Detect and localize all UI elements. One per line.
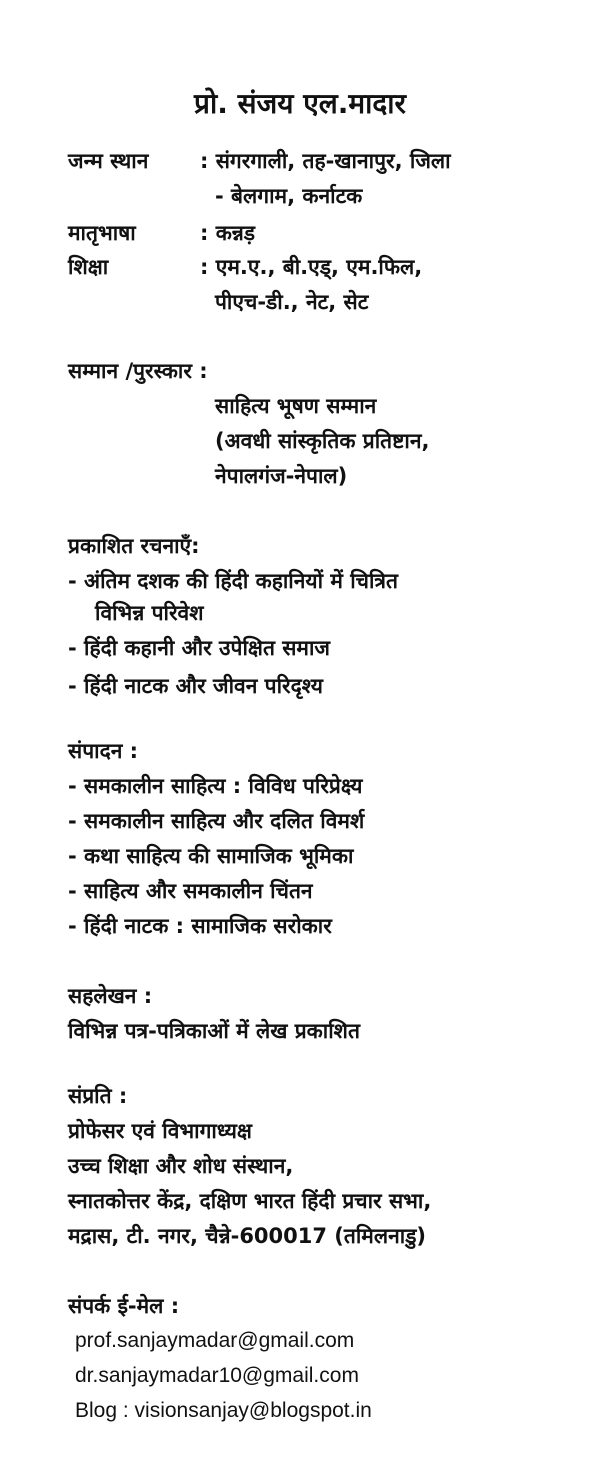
birthplace-value-cont: - बेलगाम, कर्नाटक: [215, 184, 363, 208]
mother-tongue-row: [68, 220, 255, 246]
coauthoring-heading: सहलेखन :: [68, 984, 153, 1008]
editing-item: - साहित्य और समकालीन चिंतन: [68, 879, 313, 903]
award-line: नेपालगंज-नेपाल): [215, 464, 348, 488]
blog-address: Blog : visionsanjay@blogspot.in: [75, 1399, 372, 1422]
publication-item: - अंतिम दशक की हिंदी कहानियों में चित्रित: [68, 569, 398, 593]
award-line: (अवधी सांस्कृतिक प्रतिष्टान,: [215, 429, 430, 453]
publication-item-cont: विभिन्न परिवेश: [95, 601, 204, 625]
editing-item: - समकालीन साहित्य और दलित विमर्श: [68, 809, 365, 833]
email-secondary: dr.sanjaymadar10@gmail.com: [75, 1364, 359, 1387]
mother-tongue-label: मातृभाषा: [68, 221, 136, 245]
education-label: शिक्षा: [68, 255, 109, 279]
education-value: : एम.ए., बी.एड्, एम.फिल,: [200, 255, 423, 279]
contact-heading: संपर्क ई-मेल :: [68, 1294, 180, 1318]
current-line: मद्रास, टी. नगर, चैन्ने-600017 (तमिलनाडु): [68, 1224, 427, 1248]
birthplace-row: [68, 148, 451, 174]
birthplace-label: जन्म स्थान: [68, 149, 149, 173]
current-heading: संप्रति :: [68, 1084, 128, 1108]
publication-item: - हिंदी कहानी और उपेक्षित समाज: [68, 636, 331, 660]
publication-item: - हिंदी नाटक और जीवन परिदृश्य: [68, 674, 323, 698]
current-line: स्नातकोत्तर केंद्र, दक्षिण भारत हिंदी प्रचार सभा,: [68, 1189, 432, 1213]
page-title: प्रो. संजय एल.मादार: [194, 87, 406, 120]
editing-item: - हिंदी नाटक : सामाजिक सरोकार: [68, 914, 332, 938]
award-line: साहित्य भूषण सम्मान: [215, 394, 377, 418]
publications-heading: प्रकाशित रचनाएँ:: [68, 534, 200, 558]
education-row: [68, 254, 422, 280]
current-line: उच्च शिक्षा और शोध संस्थान,: [68, 1154, 294, 1178]
editing-heading: संपादन :: [68, 739, 139, 763]
coauthoring-item: विभिन्न पत्र-पत्रिकाओं में लेख प्रकाशित: [68, 1019, 360, 1043]
current-line: प्रोफेसर एवं विभागाध्यक्ष: [68, 1119, 252, 1143]
education-value-cont: पीएच-डी., नेट, सेट: [215, 290, 369, 314]
awards-heading: सम्मान /पुरस्कार :: [68, 359, 208, 383]
editing-item: - कथा साहित्य की सामाजिक भूमिका: [68, 844, 354, 868]
email-primary: prof.sanjaymadar@gmail.com: [75, 1329, 355, 1352]
birthplace-value: : संगरगाली, तह-खानापुर, जिला: [200, 149, 451, 173]
editing-item: - समकालीन साहित्य : विविध परिप्रेक्ष्य: [68, 774, 363, 798]
mother-tongue-value: : कन्नड़: [200, 221, 256, 245]
